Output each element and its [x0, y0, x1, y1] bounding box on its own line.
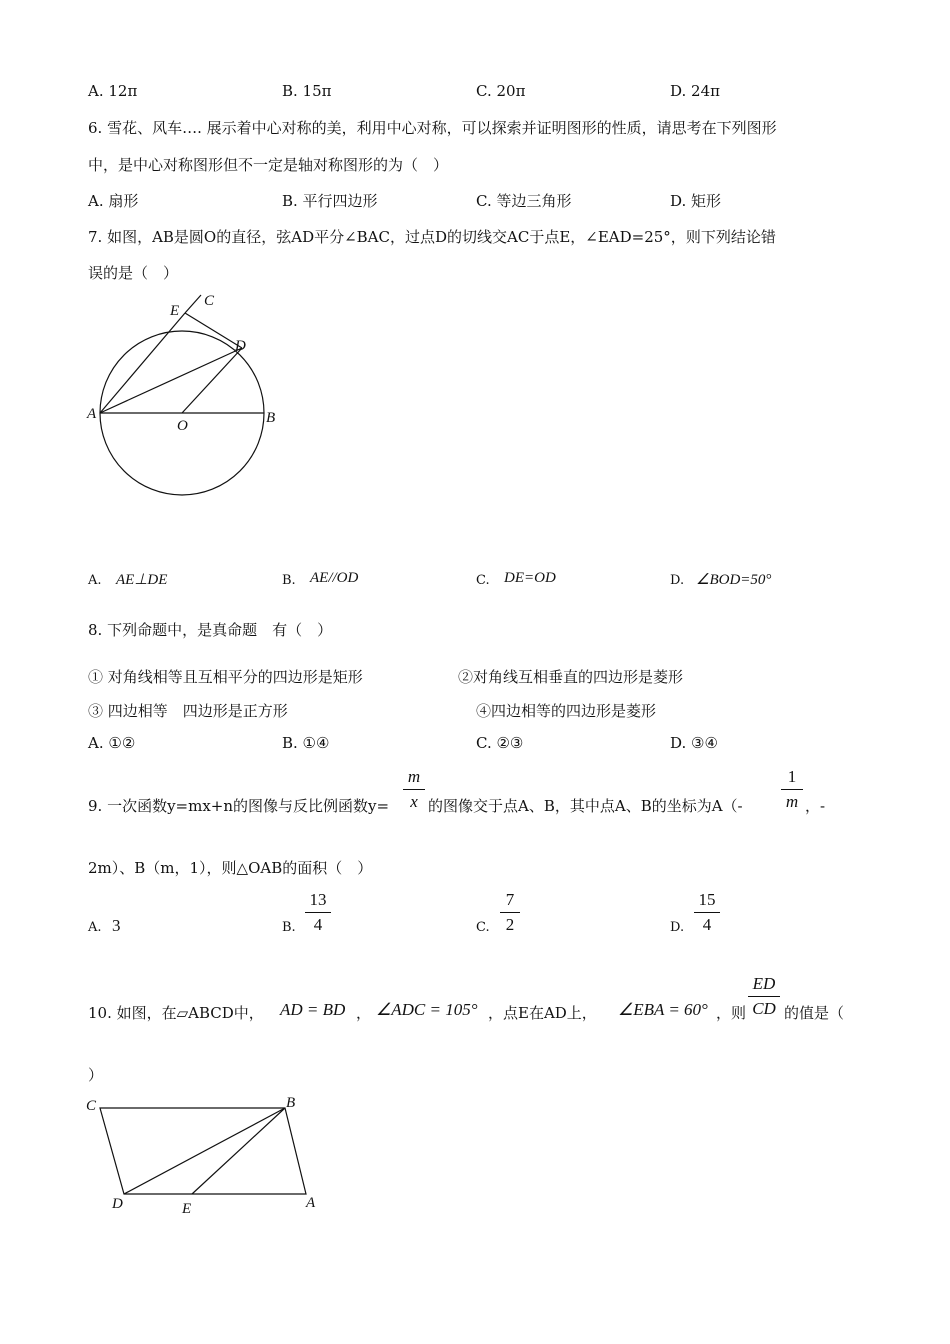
- q9-stem-line2: 2m）、B（m，1），则△OAB的面积（ ）: [88, 859, 373, 877]
- q9-option-b-numerator: 13: [309, 890, 327, 909]
- q10-equation-eba: ∠EBA = 60°: [618, 1000, 708, 1019]
- q9-option-d-fraction: [694, 890, 720, 935]
- radius-od: [182, 348, 242, 413]
- q7-option-c-text: DE=OD: [504, 570, 556, 586]
- q10-parallelogram-figure: [80, 1092, 330, 1222]
- q10-frac-numerator: ED: [752, 974, 776, 993]
- q9-frac2-denominator: m: [785, 792, 799, 811]
- q5-option-b: B. 15π: [282, 82, 332, 100]
- q9-option-c-letter: C.: [476, 920, 490, 935]
- q8-option-d: D. ③④: [670, 734, 718, 752]
- q9-option-b-fraction: [305, 890, 331, 935]
- label-a: A: [87, 406, 97, 422]
- q7-stem-line1: 7. 如图，AB是圆O的直径，弦AD平分∠BAC，过点D的切线交AC于点E，∠EAD=25°，则下列结论错: [88, 228, 776, 246]
- q7-option-d-text: ∠BOD=50°: [696, 572, 772, 588]
- q7-option-b-text: AE//OD: [310, 570, 359, 586]
- label-e: E: [170, 303, 180, 319]
- q9-option-a-value: 3: [112, 916, 121, 935]
- q9-option-c-denominator: 2: [505, 915, 515, 934]
- label-d: D: [235, 338, 246, 354]
- q10-stem-part3: ，则: [716, 1004, 747, 1022]
- tangent-ed: [185, 313, 242, 348]
- parallelogram-abcd: [100, 1108, 306, 1194]
- q10-stem-line2: ）: [88, 1066, 104, 1084]
- q9-stem-part3: ，-: [805, 797, 826, 815]
- q7-circle-figure: [80, 288, 300, 503]
- q5-option-c: C. 20π: [476, 82, 526, 100]
- q8-option-c: C. ②③: [476, 734, 524, 752]
- q9-frac1-numerator: m: [407, 767, 421, 786]
- segment-bd: [124, 1108, 285, 1194]
- q10-fraction-ed-over-cd: [748, 974, 780, 1019]
- q10-stem-part4: 的值是（: [784, 1004, 845, 1022]
- q7-option-a-letter: A.: [88, 573, 102, 588]
- q6-option-a: A. 扇形: [88, 192, 139, 210]
- label-b: B: [286, 1095, 296, 1111]
- q8-stem: 8. 下列命题中，是真命题 有（ ）: [88, 621, 333, 639]
- q9-option-c-numerator: 7: [505, 890, 515, 909]
- q8-statement-4: ④四边相等的四边形是菱形: [476, 702, 657, 720]
- q9-option-b-letter: B.: [282, 920, 296, 935]
- q9-stem-part2: 的图像交于点A、B，其中点A、B的坐标为A（-: [428, 797, 743, 815]
- label-d: D: [112, 1196, 123, 1212]
- label-a: A: [306, 1195, 316, 1211]
- q6-stem-line1: 6. 雪花、风车…. 展示着中心对称的美，利用中心对称，可以探索并证明图形的性质，请思考在下列图形: [88, 119, 777, 137]
- q10-separator: ，: [356, 1004, 372, 1022]
- q8-statement-1: ① 对角线相等且互相平分的四边形是矩形: [88, 668, 363, 686]
- q8-statement-2: ②对角线互相垂直的四边形是菱形: [458, 668, 684, 686]
- q9-option-b-denominator: 4: [313, 915, 323, 934]
- q7-stem-line2: 误的是（ ）: [88, 264, 179, 282]
- label-b: B: [266, 410, 276, 426]
- q8-statement-3: ③ 四边相等 四边形是正方形: [88, 702, 288, 720]
- q7-option-a-text: AE⊥DE: [116, 572, 168, 588]
- q10-stem-part1: 10. 如图，在▱ABCD中，: [88, 1004, 264, 1022]
- chord-ae: [100, 313, 185, 413]
- q9-frac1-denominator: x: [410, 792, 418, 811]
- q10-equation-adc: ∠ADC = 105°: [376, 1000, 478, 1019]
- label-c: C: [204, 293, 215, 309]
- q6-option-d: D. 矩形: [670, 192, 722, 210]
- q9-fraction-1-over-m: [781, 767, 803, 812]
- q6-stem-line2: 中，是中心对称图形但不一定是轴对称图形的为（ ）: [88, 156, 449, 174]
- q9-option-a-letter: A.: [88, 920, 102, 935]
- q5-option-d: D. 24π: [670, 82, 720, 100]
- q7-option-b-letter: B.: [282, 573, 296, 588]
- q5-option-a: A. 12π: [88, 82, 138, 100]
- label-c: C: [86, 1098, 97, 1114]
- q10-stem-part2: ，点E在AD上，: [488, 1004, 597, 1022]
- q7-option-d-letter: D.: [670, 573, 685, 588]
- q8-option-b: B. ①④: [282, 734, 330, 752]
- q9-stem-part1: 9. 一次函数y=mx+n的图像与反比例函数y=: [88, 797, 390, 815]
- q10-equation-ad-bd: AD = BD: [280, 1000, 346, 1019]
- q9-option-d-letter: D.: [670, 920, 685, 935]
- q9-frac2-numerator: 1: [787, 767, 797, 786]
- q6-option-b: B. 平行四边形: [282, 192, 378, 210]
- segment-be: [192, 1108, 285, 1194]
- q9-option-d-denominator: 4: [702, 915, 712, 934]
- q9-fraction-m-over-x: [403, 767, 425, 812]
- q9-option-c-fraction: [500, 890, 520, 935]
- q7-option-c-letter: C.: [476, 573, 490, 588]
- q9-option-d-numerator: 15: [698, 890, 716, 909]
- ray-ec: [185, 295, 201, 313]
- q10-frac-denominator: CD: [752, 999, 776, 1018]
- label-e: E: [182, 1201, 192, 1217]
- q8-option-a: A. ①②: [88, 734, 136, 752]
- label-o: O: [177, 418, 188, 434]
- q6-option-c: C. 等边三角形: [476, 192, 572, 210]
